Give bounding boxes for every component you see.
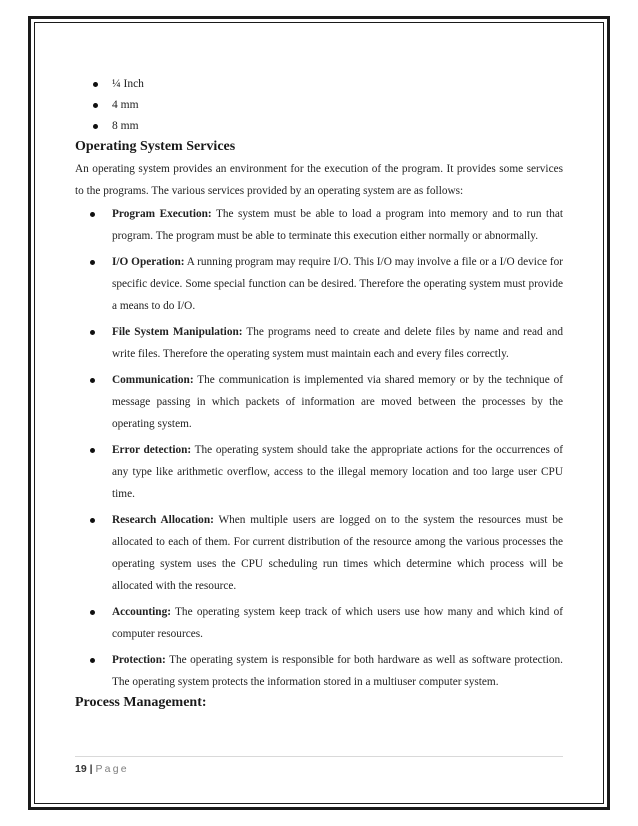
bullet-icon bbox=[93, 124, 98, 129]
list-item bbox=[75, 509, 563, 597]
service-description: When multiple users are logged on to the system the resources must be allocated to each of them. For current distribution of the resource among the various processes the operating system uses the CPU scheduling run times which determine which process will be allocated with the resource. bbox=[112, 514, 563, 592]
bullet-icon bbox=[93, 103, 98, 108]
list-item bbox=[75, 649, 563, 693]
page-label: Page bbox=[95, 763, 129, 775]
service-description: The operating system keep track of which users use how many and which kind of computer resources. bbox=[112, 606, 563, 640]
bullet-icon bbox=[90, 330, 95, 335]
services-list bbox=[75, 203, 563, 693]
service-description: The system must be able to load a program into memory and to run that program. The program must be able to terminate this execution either normally or abnormally. bbox=[112, 208, 563, 242]
service-description: The communication is implemented via shared memory or by the technique of message passing in which packets of information are moved between the processes by the operating system. bbox=[112, 374, 563, 430]
service-description: A running program may require I/O. This I/O may involve a file or a I/O device for specific device. Some special function can be desired. Therefore the operating system must provide a means to do I/O. bbox=[112, 256, 563, 312]
bullet-icon bbox=[90, 518, 95, 523]
list-item bbox=[75, 321, 563, 365]
list-item: 4 mm bbox=[75, 95, 563, 116]
bullet-icon bbox=[90, 448, 95, 453]
bullet-icon bbox=[90, 212, 95, 217]
section-heading: Operating System Services bbox=[75, 139, 236, 154]
service-term: File System Manipulation: bbox=[112, 326, 243, 338]
service-description: The programs need to create and delete files by name and read and write files. Therefore the operating system must maintain each and every files correctly. bbox=[112, 326, 563, 360]
list-item bbox=[75, 601, 563, 645]
service-term: Protection: bbox=[112, 654, 166, 666]
bullet-icon bbox=[90, 260, 95, 265]
service-description: The operating system is responsible for both hardware as well as software protection. The operating system protects the information stored in a multiuser computer system. bbox=[112, 654, 563, 688]
page-number: 19 bbox=[75, 763, 87, 775]
service-term: I/O Operation: bbox=[112, 256, 185, 268]
service-term: Error detection: bbox=[112, 444, 192, 456]
size-list bbox=[75, 74, 563, 137]
service-term: Program Execution: bbox=[112, 208, 212, 220]
list-item bbox=[75, 369, 563, 435]
next-section-heading: Process Management: bbox=[75, 695, 207, 710]
service-term: Communication: bbox=[112, 374, 194, 386]
service-term: Accounting: bbox=[112, 606, 171, 618]
bullet-icon bbox=[93, 82, 98, 87]
list-item bbox=[75, 439, 563, 505]
footer-divider bbox=[75, 756, 563, 757]
bullet-icon bbox=[90, 378, 95, 383]
bullet-icon bbox=[90, 658, 95, 663]
list-item: 8 mm bbox=[75, 116, 563, 137]
list-item bbox=[75, 251, 563, 317]
footer-separator: | bbox=[86, 763, 96, 775]
list-item: ¼ Inch bbox=[75, 74, 563, 95]
intro-paragraph: An operating system provides an environment for the execution of the program. It provides some services to the programs. The various services provided by an operating system are as follows: bbox=[75, 163, 563, 197]
list-item bbox=[75, 203, 563, 247]
service-term: Research Allocation: bbox=[112, 514, 214, 526]
page-content bbox=[75, 74, 563, 712]
bullet-icon bbox=[90, 610, 95, 615]
page-footer bbox=[75, 763, 129, 775]
service-description: The operating system should take the appropriate actions for the occurrences of any type like arithmetic overflow, access to the illegal memory location and too large user CPU time. bbox=[112, 444, 564, 500]
